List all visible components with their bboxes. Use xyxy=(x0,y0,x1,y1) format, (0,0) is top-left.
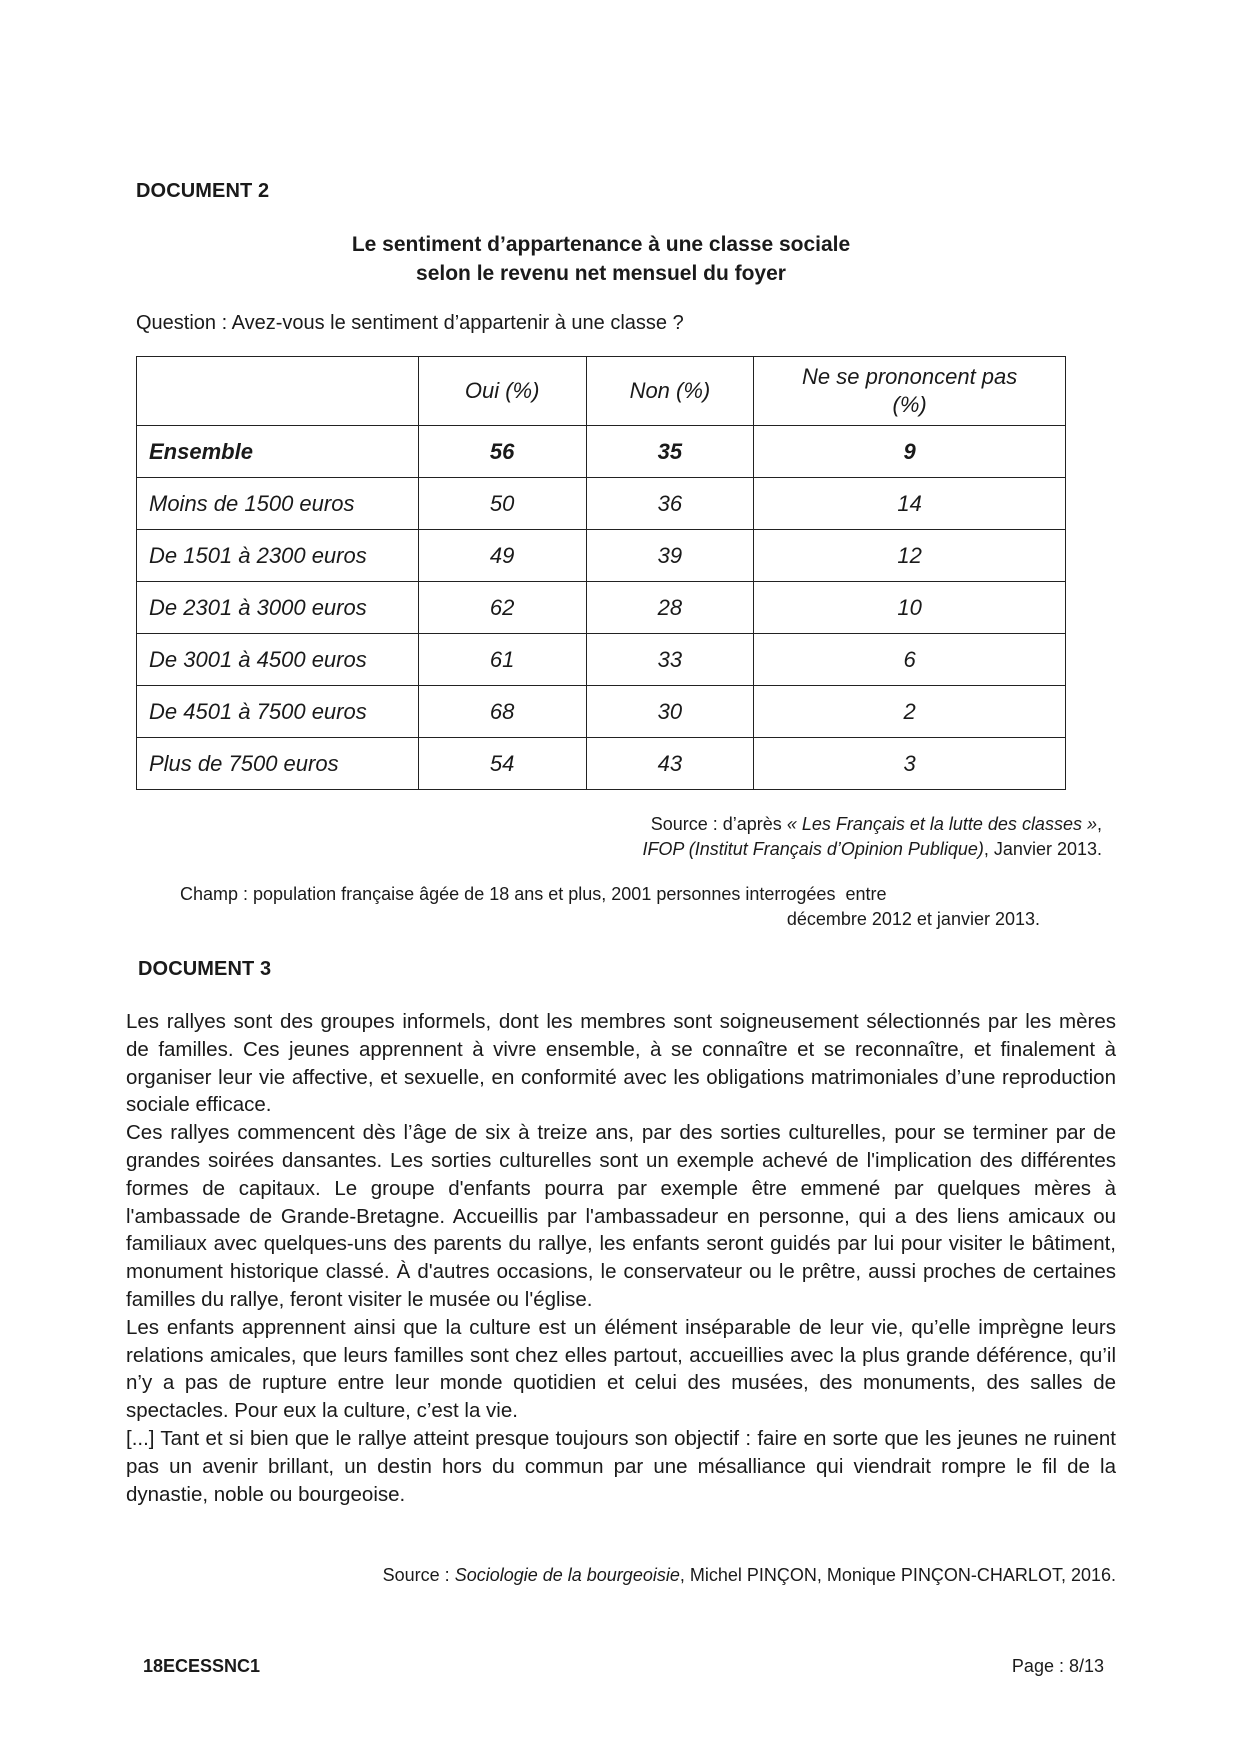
document3-heading: DOCUMENT 3 xyxy=(138,958,272,980)
paragraph: Les enfants apprennent ainsi que la culture est un élément inséparable de leur vie, qu’elle imprègne leurs relations amicales, que leurs familles sont chez elles partout, accueillies avec la plus grande déférence, qu’il n’y a pas de rupture entre leur monde quotidien et celui des musées, des monuments, des salles de spectacles. Pour eux la culture, c’est la vie. xyxy=(126,1315,1116,1423)
cell-nsp: 3 xyxy=(754,738,1066,790)
cell-nsp: 9 xyxy=(754,426,1066,478)
survey-question: Question : Avez-vous le sentiment d’appartenir à une classe ? xyxy=(136,312,684,334)
header-empty xyxy=(137,357,419,426)
header-nsp-line1: Ne se prononcent pas xyxy=(802,364,1018,389)
cell-nsp: 14 xyxy=(754,478,1066,530)
row-label: Moins de 1500 euros xyxy=(137,478,419,530)
cell-non: 43 xyxy=(586,738,754,790)
table-header-row xyxy=(137,357,1066,426)
header-non: Non (%) xyxy=(586,357,754,426)
header-nsp xyxy=(754,357,1066,426)
row-label: Ensemble xyxy=(137,426,419,478)
document3-source xyxy=(383,1565,1116,1586)
title-line-1: Le sentiment d’appartenance à une classe sociale xyxy=(351,233,851,256)
cell-nsp: 2 xyxy=(754,686,1066,738)
source-prefix: Source : d’après xyxy=(650,814,787,834)
cell-oui: 68 xyxy=(418,686,586,738)
header-oui: Oui (%) xyxy=(418,357,586,426)
table-row xyxy=(137,426,1066,478)
cell-non: 39 xyxy=(586,530,754,582)
paragraph: [...] Tant et si bien que le rallye atteint presque toujours son objectif : faire en sorte que les jeunes ne ruinent pas un avenir brillant, un destin hors du commun par une mésalliance qui viendrait rompre le fil de la dynastie, noble ou bourgeoise. xyxy=(126,1426,1116,1506)
champ-line-2: décembre 2012 et janvier 2013. xyxy=(786,909,1040,929)
source-rest: , Michel PINÇON, Monique PINÇON-CHARLOT, 2016. xyxy=(679,1565,1116,1585)
document2-source xyxy=(642,812,1102,862)
table-row xyxy=(137,478,1066,530)
row-label: De 1501 à 2300 euros xyxy=(137,530,419,582)
cell-oui: 49 xyxy=(418,530,586,582)
cell-non: 35 xyxy=(586,426,754,478)
cell-oui: 54 xyxy=(418,738,586,790)
cell-non: 28 xyxy=(586,582,754,634)
table-row xyxy=(137,634,1066,686)
document2-champ xyxy=(180,882,1040,932)
cell-non: 30 xyxy=(586,686,754,738)
footer-code: 18ECESSNC1 xyxy=(143,1656,261,1676)
row-label: De 4501 à 7500 euros xyxy=(137,686,419,738)
source-date: , Janvier 2013. xyxy=(983,839,1102,859)
table-row xyxy=(137,686,1066,738)
cell-oui: 61 xyxy=(418,634,586,686)
cell-nsp: 10 xyxy=(754,582,1066,634)
cell-oui: 62 xyxy=(418,582,586,634)
table-row xyxy=(137,530,1066,582)
source-title: Sociologie de la bourgeoisie xyxy=(454,1565,680,1585)
document3-body xyxy=(126,1008,1116,1508)
row-label: Plus de 7500 euros xyxy=(137,738,419,790)
source-prefix: Source : xyxy=(382,1565,455,1585)
cell-nsp: 6 xyxy=(754,634,1066,686)
paragraph: Ces rallyes commencent dès l’âge de six à treize ans, par des sorties culturelles, pour se terminer par de grandes soirées dansantes. Les sorties culturelles sont un exemple achevé de l'implication des différentes formes de capitaux. Le groupe d'enfants pourra par exemple être emmené par quelques mères à l'ambassade de Grande-Bretagne. Accueillis par l'ambassadeur en personne, qui a des liens amicaux ou familiaux avec quelques-uns des parents du rallye, les enfants seront guidés par lui pour visiter le bâtiment, monument historique classé. À d'autres occasions, le conservateur ou le prêtre, aussi proches de certaines familles du rallye, feront visiter le musée ou l'église. xyxy=(126,1121,1116,1311)
row-label: De 2301 à 3000 euros xyxy=(137,582,419,634)
document2-title xyxy=(136,230,1066,288)
header-nsp-line2: (%) xyxy=(892,392,927,417)
footer-page-number: Page : 8/13 xyxy=(1011,1656,1104,1676)
table-row xyxy=(137,582,1066,634)
row-label: De 3001 à 4500 euros xyxy=(137,634,419,686)
source-org: IFOP (Institut Français d’Opinion Publique) xyxy=(642,839,984,859)
cell-non: 36 xyxy=(586,478,754,530)
source-title: « Les Français et la lutte des classes » xyxy=(786,814,1097,834)
survey-table xyxy=(136,356,1066,790)
title-line-2: selon le revenu net mensuel du foyer xyxy=(416,262,786,285)
cell-non: 33 xyxy=(586,634,754,686)
cell-oui: 50 xyxy=(418,478,586,530)
cell-oui: 56 xyxy=(418,426,586,478)
source-sep: , xyxy=(1096,814,1102,834)
cell-nsp: 12 xyxy=(754,530,1066,582)
paragraph: Les rallyes sont des groupes informels, dont les membres sont soigneusement sélectionnés par les mères de familles. Ces jeunes apprennent à vivre ensemble, à se connaître et se reconnaître, et finalement à organiser leur vie affective, et sexuelle, en conformité avec les obligations matrimoniales d’une reproduction sociale efficace. xyxy=(126,1010,1116,1117)
document2-heading: DOCUMENT 2 xyxy=(136,180,270,202)
table-row xyxy=(137,738,1066,790)
champ-line-1: Champ : population française âgée de 18 ans et plus, 2001 personnes interrogées entre xyxy=(180,884,887,904)
